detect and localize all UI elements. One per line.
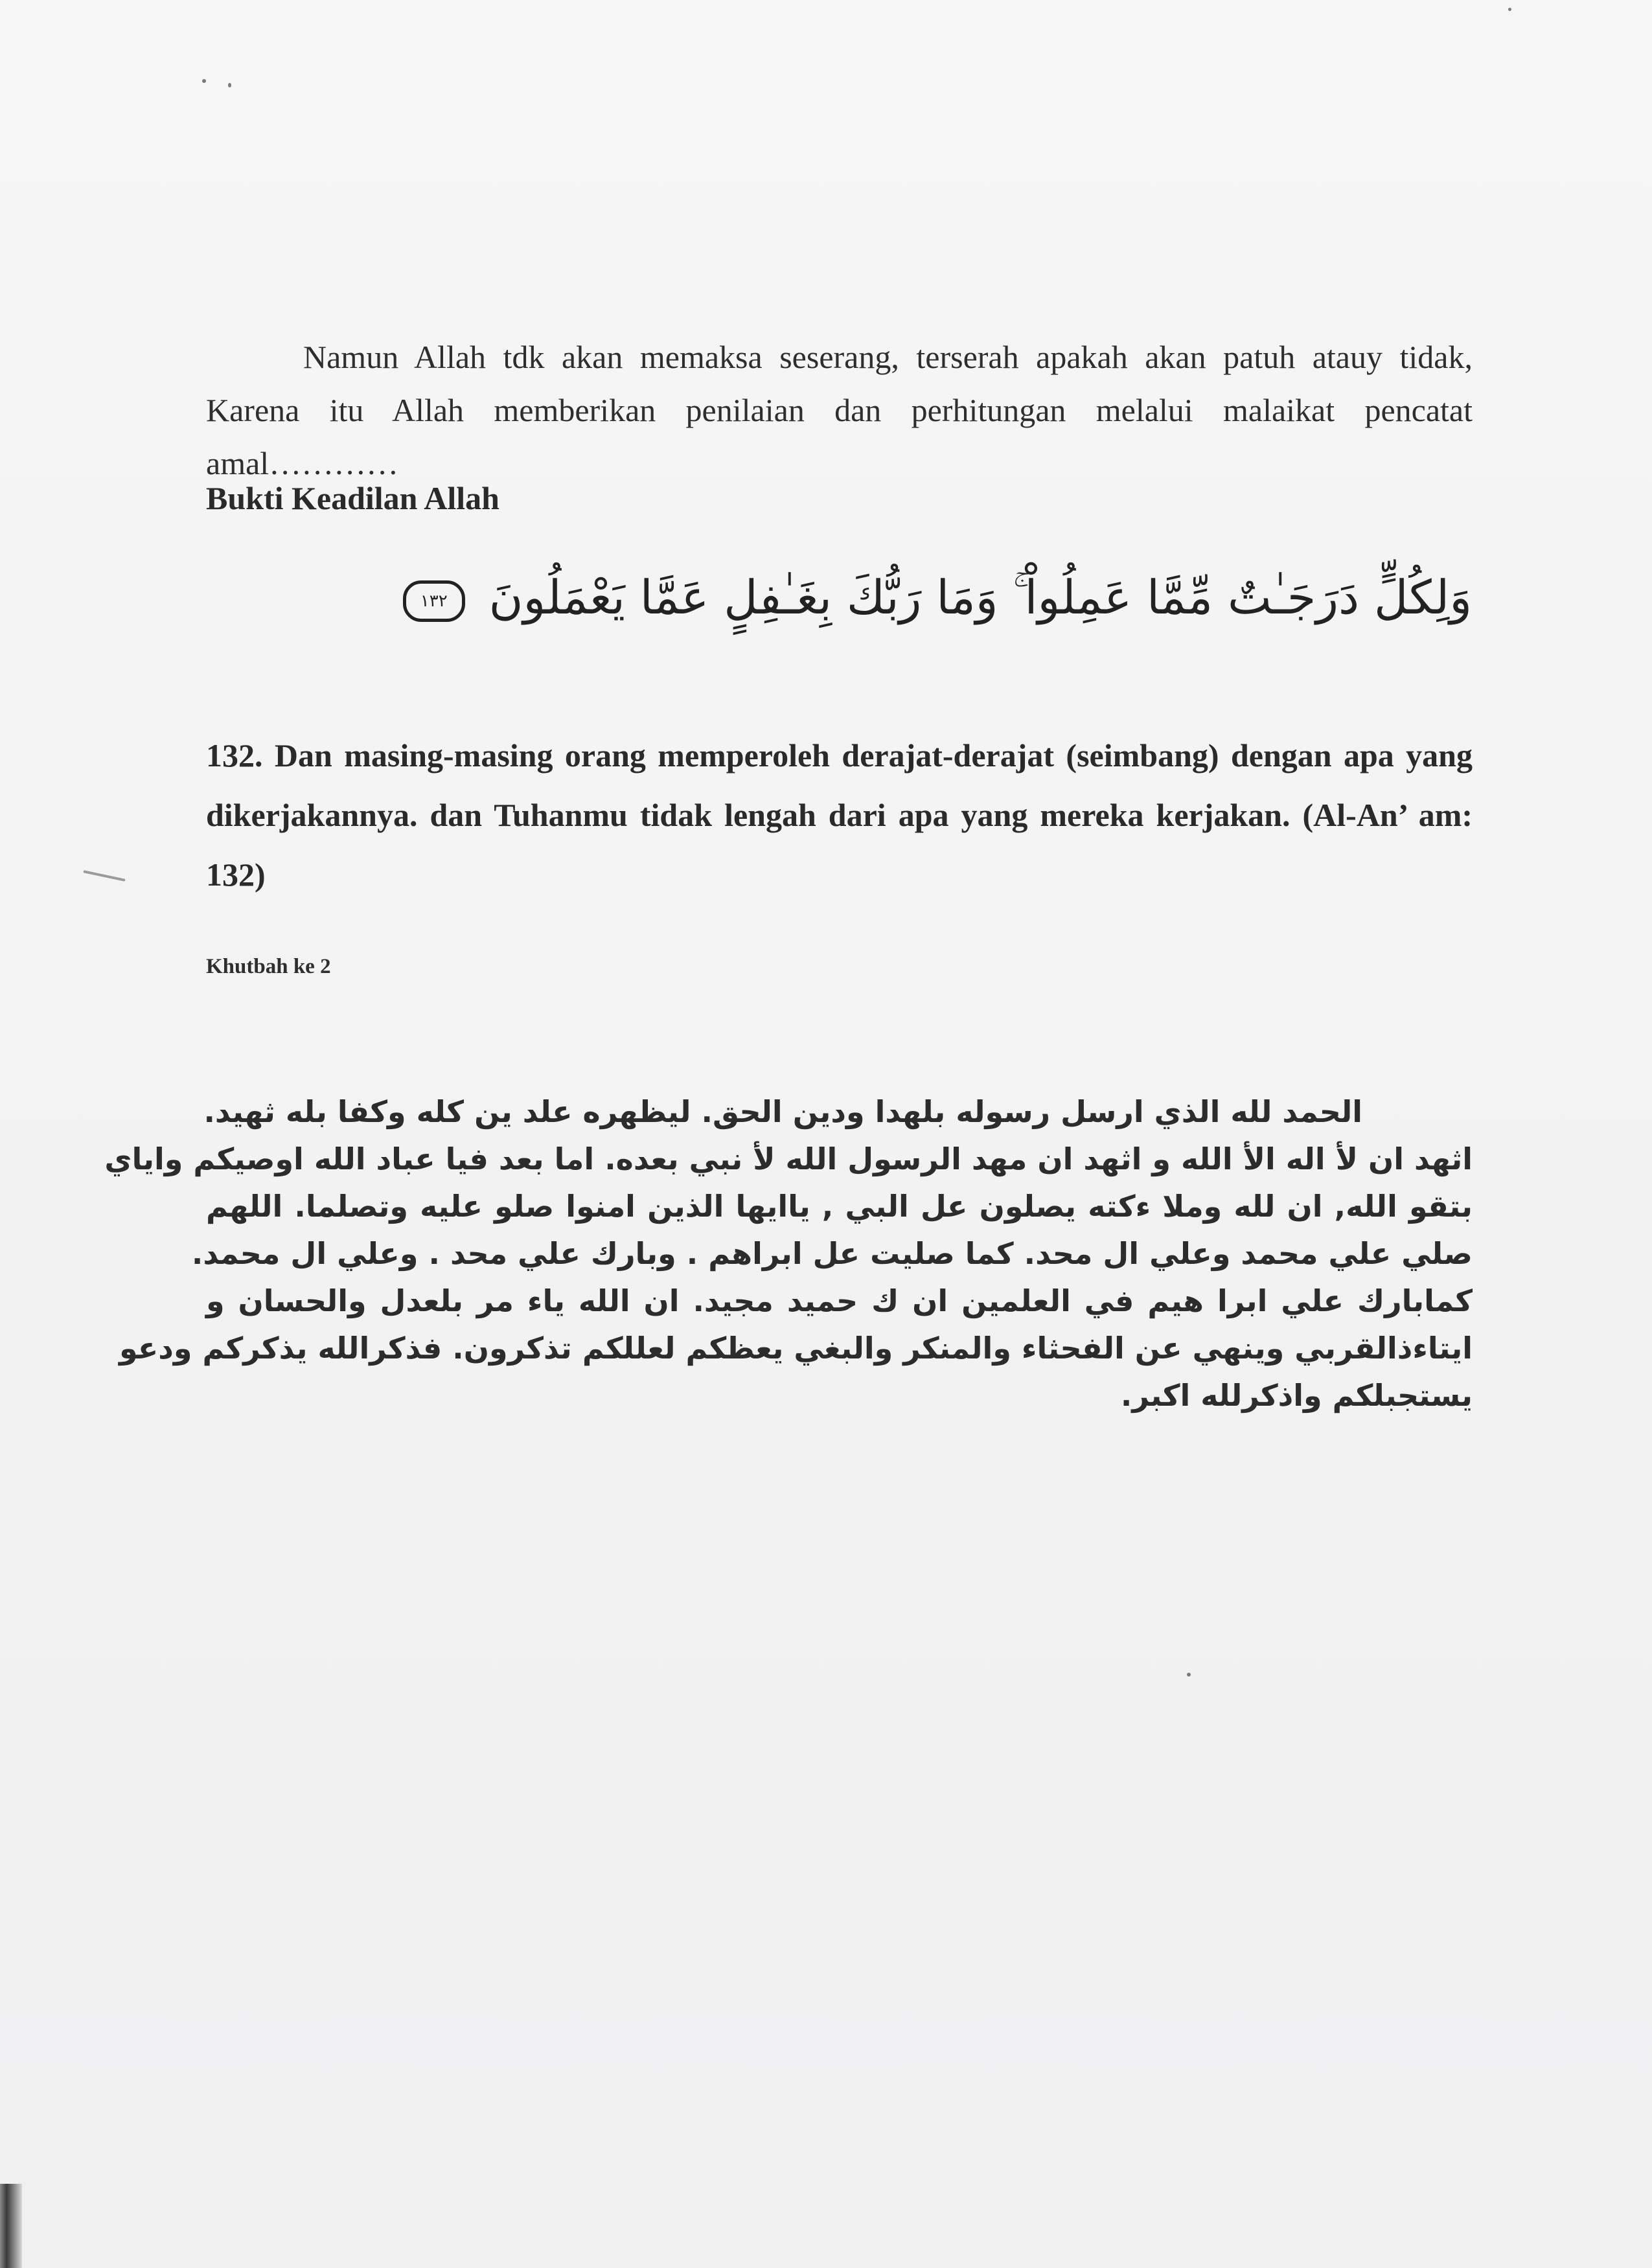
arabic-line: الحمد لله الذي ارسل رسوله بلهدا ودين الحق. ليظهره علد ين كله وكفا بله ثهيد.: [203, 1094, 1362, 1129]
khutbah-label: Khutbah ke 2: [206, 955, 331, 978]
arabic-line: كمابارك علي ابرا هيم في العلمين ان ك حميد مجيد. ان الله ياء مر بلعدل والحسان و: [206, 1283, 1473, 1318]
body-paragraph: Namun Allah tdk akan memaksa seserang, terserah apakah akan patuh atauy tidak, Karena itu Allah memberikan penilaian dan perhitungan melalui malaikat pencatat amal…………: [206, 339, 1473, 481]
arabic-line: يستجبلكم واذكرلله اكبر.: [1120, 1378, 1473, 1413]
verse-translation: 132. Dan masing-masing orang memperoleh derajat-derajat (seimbang) dengan apa yang dikerjakannya. dan Tuhanmu tidak lengah dari apa yang mereka kerjakan. (Al-An’ am: 132): [206, 737, 1473, 893]
quran-verse: [371, 570, 1472, 626]
scan-speck: [1508, 8, 1511, 11]
section-heading: Bukti Keadilan Allah: [206, 480, 499, 516]
arabic-line: صلي علي محمد وعلي ال محد. كما صليت عل ابراهم . وبارك علي محد . وعلي ال محمد.: [191, 1236, 1473, 1271]
arabic-line: بتقو الله, ان لله وملا ءكته يصلون عل البي , ياايها الذين امنوا صلو عليه وتصلما. اللهم: [206, 1189, 1473, 1224]
scan-edge-shadow: [0, 2184, 22, 2268]
scan-mark: [83, 870, 125, 882]
scan-speck: [1187, 1673, 1191, 1677]
scan-speck: [228, 83, 231, 87]
scan-speck: [202, 79, 206, 83]
verse-number: ١٣٢: [420, 591, 448, 611]
arabic-khutbah-text: [104, 1088, 1473, 1419]
arabic-line: اثهد ان لأ اله الأ الله و اثهد ان مهد الرسول الله لأ نبي بعده. اما بعد فيا عباد الله اوصيكم واياي: [104, 1141, 1473, 1176]
arabic-line: ايتاءذالقربي وينهي عن الفحثاء والمنكر والبغي يعظكم لعللكم تذكرون. فذكرالله يذكركم ودعو: [119, 1331, 1473, 1366]
verse-number-marker: [403, 580, 465, 622]
verse-text: وَلِكُلٍّ دَرَجَـٰتٌ مِّمَّا عَمِلُواْ ۚ وَمَا رَبُّكَ بِغَـٰفِلٍ عَمَّا يَعْمَلُونَ: [488, 570, 1472, 624]
